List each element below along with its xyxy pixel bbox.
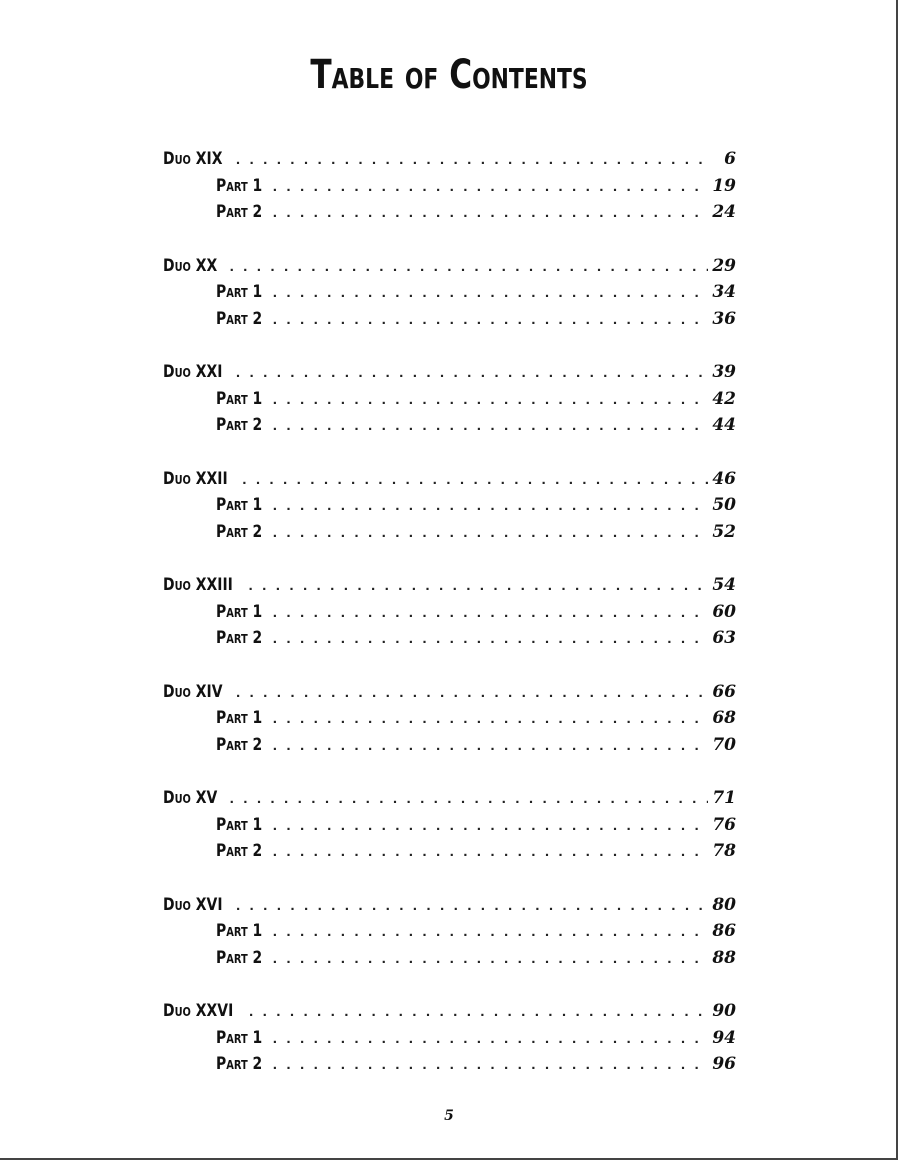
dot-leader — [270, 814, 708, 841]
toc-entry-label: Duo XVI — [163, 894, 223, 915]
dot-leader — [270, 175, 708, 202]
toc-group — [163, 253, 736, 333]
toc-subentry-label: Part 1 — [216, 495, 263, 515]
toc-subentry-label: Part 2 — [216, 308, 263, 329]
dot-leader — [234, 894, 708, 921]
toc-subentry-label: Part 2 — [216, 202, 263, 222]
toc-entry[interactable] — [163, 466, 736, 493]
toc-entry[interactable] — [163, 146, 736, 173]
dot-leader — [247, 1000, 708, 1027]
toc-group — [163, 359, 736, 439]
toc-subentry-label: Part 1 — [216, 601, 263, 622]
page-title: Table of Contents — [310, 52, 588, 98]
toc-entry[interactable] — [163, 998, 736, 1025]
dot-leader — [270, 494, 708, 521]
dot-leader — [270, 308, 708, 335]
dot-leader — [240, 468, 708, 495]
dot-leader — [234, 681, 708, 708]
toc-subentry-page: 19 — [712, 175, 736, 196]
toc-subentry-page: 88 — [712, 947, 736, 968]
toc-entry-page: 46 — [712, 468, 736, 489]
toc-group — [163, 572, 736, 652]
dot-leader — [270, 1027, 708, 1054]
toc-subentry[interactable] — [163, 1025, 736, 1052]
toc-subentry-label: Part 2 — [216, 628, 263, 648]
toc-subentry[interactable] — [163, 812, 736, 839]
toc-subentry[interactable] — [163, 1051, 736, 1078]
toc-subentry-label: Part 1 — [216, 814, 263, 835]
toc-subentry[interactable] — [163, 599, 736, 626]
toc-subentry[interactable] — [163, 838, 736, 865]
toc-subentry-label: Part 2 — [216, 415, 263, 435]
toc-subentry-page: 96 — [712, 1054, 736, 1074]
toc-subentry[interactable] — [163, 705, 736, 732]
toc-entry-label: Duo XV — [163, 788, 218, 808]
toc-subentry-page: 34 — [712, 282, 736, 302]
toc-subentry-label: Part 1 — [216, 388, 263, 409]
toc-subentry-page: 60 — [712, 601, 736, 622]
toc-subentry-page: 94 — [712, 1027, 736, 1048]
dot-leader — [270, 707, 708, 734]
toc-group — [163, 679, 736, 759]
toc-subentry[interactable] — [163, 386, 736, 413]
toc-group — [163, 892, 736, 972]
dot-leader — [270, 947, 708, 974]
toc-subentry-page: 52 — [712, 521, 736, 542]
toc-subentry[interactable] — [163, 279, 736, 306]
toc-subentry[interactable] — [163, 918, 736, 945]
toc-subentry-page: 63 — [712, 628, 736, 648]
toc-subentry-label: Part 1 — [216, 282, 263, 302]
dot-leader — [270, 201, 708, 228]
dot-leader — [270, 521, 708, 548]
dot-leader — [234, 148, 708, 175]
toc-entry-page: 71 — [712, 788, 736, 808]
toc-subentry-page: 70 — [712, 734, 736, 755]
toc-subentry[interactable] — [163, 625, 736, 652]
dot-leader — [270, 388, 708, 415]
toc-subentry-page: 68 — [712, 708, 736, 728]
dot-leader — [227, 255, 708, 282]
page-number: 5 — [444, 1108, 454, 1124]
toc-group — [163, 785, 736, 865]
toc-entry-page: 80 — [712, 894, 736, 915]
toc-subentry-label: Part 1 — [216, 175, 263, 196]
toc-entry[interactable] — [163, 679, 736, 706]
toc-subentry[interactable] — [163, 732, 736, 759]
toc-subentry[interactable] — [163, 519, 736, 546]
toc-subentry-page: 78 — [712, 841, 736, 861]
toc-entry-label: Duo XX — [163, 255, 218, 276]
toc-subentry-page: 50 — [712, 495, 736, 515]
dot-leader — [234, 361, 708, 388]
toc-subentry-label: Part 2 — [216, 734, 263, 755]
toc-entry[interactable] — [163, 892, 736, 919]
toc-subentry-label: Part 1 — [216, 1027, 263, 1048]
toc-entry-label: Duo XIV — [163, 681, 223, 702]
toc-subentry-page: 44 — [712, 415, 736, 435]
toc-entry-label: Duo XXII — [163, 468, 228, 489]
toc-subentry[interactable] — [163, 199, 736, 226]
dot-leader — [270, 1053, 708, 1080]
dot-leader — [270, 627, 708, 654]
toc-entry[interactable] — [163, 785, 736, 812]
toc-entry[interactable] — [163, 253, 736, 280]
toc-subentry[interactable] — [163, 945, 736, 972]
dot-leader — [246, 574, 708, 601]
toc-entry-page: 90 — [712, 1001, 736, 1021]
toc-entry[interactable] — [163, 359, 736, 386]
dot-leader — [270, 840, 708, 867]
dot-leader — [227, 787, 708, 814]
table-of-contents — [163, 146, 736, 1105]
toc-entry[interactable] — [163, 572, 736, 599]
toc-group — [163, 146, 736, 226]
dot-leader — [270, 281, 708, 308]
toc-entry-page: 66 — [712, 681, 736, 702]
toc-entry-label: Duo XXI — [163, 362, 223, 382]
toc-subentry[interactable] — [163, 492, 736, 519]
toc-subentry-label: Part 2 — [216, 521, 263, 542]
toc-subentry-label: Part 2 — [216, 1054, 263, 1074]
toc-subentry-label: Part 2 — [216, 841, 263, 861]
toc-subentry-label: Part 2 — [216, 947, 263, 968]
toc-subentry-page: 76 — [712, 814, 736, 835]
toc-entry-page: 54 — [712, 575, 736, 595]
dot-leader — [270, 734, 708, 761]
toc-entry-label: Duo XXIII — [163, 575, 233, 595]
toc-subentry[interactable] — [163, 306, 736, 333]
toc-subentry-page: 36 — [712, 308, 736, 329]
toc-subentry[interactable] — [163, 173, 736, 200]
toc-group — [163, 998, 736, 1078]
toc-subentry-page: 42 — [712, 388, 736, 409]
toc-entry-label: Duo XIX — [163, 149, 223, 169]
dot-leader — [270, 601, 708, 628]
toc-entry-label: Duo XXVI — [163, 1001, 234, 1021]
toc-subentry-label: Part 1 — [216, 921, 263, 941]
toc-entry-page: 6 — [724, 149, 736, 169]
toc-subentry[interactable] — [163, 412, 736, 439]
toc-subentry-page: 86 — [712, 921, 736, 941]
dot-leader — [270, 414, 708, 441]
toc-subentry-page: 24 — [712, 202, 736, 222]
toc-entry-page: 39 — [712, 362, 736, 382]
toc-subentry-label: Part 1 — [216, 708, 263, 728]
dot-leader — [270, 920, 708, 947]
toc-entry-page: 29 — [712, 255, 736, 276]
toc-group — [163, 466, 736, 546]
